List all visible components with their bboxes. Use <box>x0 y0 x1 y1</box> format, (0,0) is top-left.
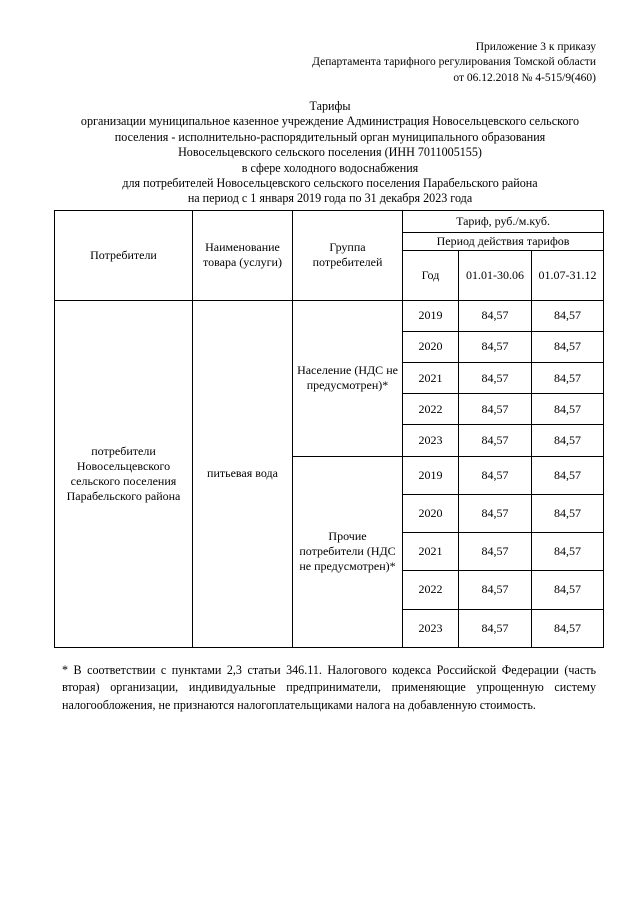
tariff-cell: 84,57 <box>459 300 532 331</box>
header-period: Период действия тарифов <box>403 233 604 251</box>
header-consumers: Потребители <box>55 211 193 301</box>
tariff-cell: 84,57 <box>532 533 604 571</box>
year-cell: 2020 <box>403 331 459 362</box>
year-cell: 2019 <box>403 456 459 494</box>
tariff-cell: 84,57 <box>459 331 532 362</box>
tariff-cell: 84,57 <box>459 362 532 393</box>
header-period-1: 01.01-30.06 <box>459 251 532 300</box>
year-cell: 2021 <box>403 533 459 571</box>
heading-line: поселения - исполнительно-распорядительный орган муниципального образования <box>114 129 546 144</box>
group-cell-population: Население (НДС не предусмотрен)* <box>293 300 403 456</box>
appendix-line: от 06.12.2018 № 4-515/9(460) <box>453 71 596 84</box>
consumer-cell: потребители Новосельцевского сельского поселения Парабельского района <box>55 300 193 647</box>
document-title: Тарифы <box>309 99 351 113</box>
tariff-cell: 84,57 <box>532 331 604 362</box>
appendix-line: Приложение 3 к приказу <box>475 41 596 53</box>
goods-cell: питьевая вода <box>193 300 293 647</box>
tariff-cell: 84,57 <box>532 394 604 425</box>
tariff-table <box>54 210 604 648</box>
tariff-cell: 84,57 <box>532 494 604 532</box>
tariff-cell: 84,57 <box>459 494 532 532</box>
year-cell: 2023 <box>403 425 459 456</box>
group-cell-others: Прочие потребители (НДС не предусмотрен)* <box>293 456 403 647</box>
year-cell: 2020 <box>403 494 459 532</box>
heading-line: для потребителей Новосельцевского сельского поселения Парабельского района <box>122 176 538 191</box>
tariff-cell: 84,57 <box>532 571 604 609</box>
tariff-cell: 84,57 <box>532 300 604 331</box>
tariff-cell: 84,57 <box>459 394 532 425</box>
table-header-row <box>55 211 604 233</box>
year-cell: 2023 <box>403 609 459 647</box>
tariff-cell: 84,57 <box>459 533 532 571</box>
heading-line: Новосельцевского сельского поселения (ИНН 7011005155) <box>178 145 482 160</box>
tariff-cell: 84,57 <box>459 571 532 609</box>
header-year: Год <box>403 251 459 300</box>
header-group: Группа потребителей <box>293 211 403 301</box>
year-cell: 2022 <box>403 571 459 609</box>
year-cell: 2021 <box>403 362 459 393</box>
tariff-cell: 84,57 <box>532 609 604 647</box>
tariff-cell: 84,57 <box>532 456 604 494</box>
heading-line: на период с 1 января 2019 года по 31 декабря 2023 года <box>187 191 473 206</box>
tariff-cell: 84,57 <box>459 456 532 494</box>
year-cell: 2022 <box>403 394 459 425</box>
heading-line: в сфере холодного водоснабжения <box>241 160 419 175</box>
header-period-2: 01.07-31.12 <box>532 251 604 300</box>
year-cell: 2019 <box>403 300 459 331</box>
appendix-reference <box>176 40 596 86</box>
tariff-cell: 84,57 <box>459 425 532 456</box>
footnote: * В соответствии с пунктами 2,3 статьи 346.11. Налогового кодекса Российской Федерации (часть вторая) организации, индивидуальные предприниматели, применяющие упрощенную систему налогообложения, не признаются налогоплательщиками налога на добавленную стоимость. <box>62 663 596 712</box>
tariff-cell: 84,57 <box>459 609 532 647</box>
header-tariff: Тариф, руб./м.куб. <box>403 211 604 233</box>
document-heading <box>50 99 610 207</box>
table-row <box>55 300 604 331</box>
heading-line: организации муниципальное казенное учреждение Администрация Новосельцевского сельского <box>80 114 580 129</box>
header-goods: Наименование товара (услуги) <box>193 211 293 301</box>
appendix-line: Департамента тарифного регулирования Томской области <box>312 56 596 69</box>
tariff-cell: 84,57 <box>532 425 604 456</box>
tariff-cell: 84,57 <box>532 362 604 393</box>
